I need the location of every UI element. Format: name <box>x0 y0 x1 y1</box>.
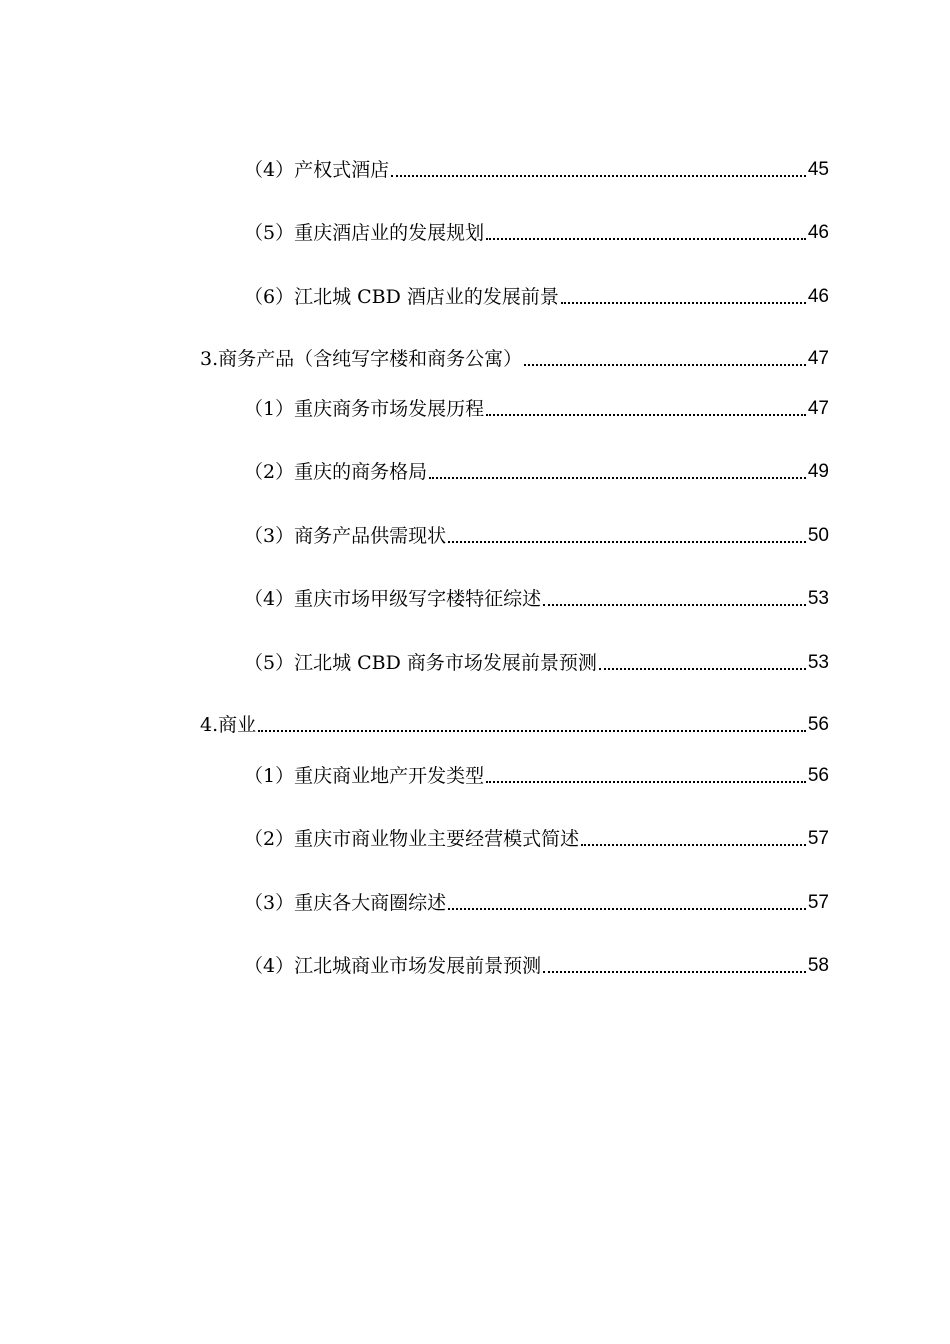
toc-entry-label: （4）江北城商业市场发展前景预测 <box>244 955 542 977</box>
toc-entry[interactable] <box>244 456 829 484</box>
dot-leader <box>391 175 806 177</box>
toc-entry-label: （3）重庆各大商圈综述 <box>244 892 447 914</box>
toc-entry-page: 49 <box>807 461 829 482</box>
dot-leader <box>561 302 806 304</box>
toc-entry-label: （2）重庆市商业物业主要经营模式简述 <box>244 828 580 850</box>
toc-entry[interactable] <box>244 950 829 978</box>
dot-leader <box>524 364 806 366</box>
dot-leader <box>448 541 806 543</box>
toc-entry[interactable] <box>244 520 829 548</box>
toc-entry-page: 57 <box>807 892 829 913</box>
dot-leader <box>486 781 806 783</box>
dot-leader <box>258 730 806 732</box>
dot-leader <box>448 908 806 910</box>
toc-entry[interactable] <box>244 154 829 182</box>
toc-entry-label: （1）重庆商务市场发展历程 <box>244 398 485 420</box>
toc-entry-page: 56 <box>807 765 829 786</box>
toc-entry-page: 47 <box>807 398 829 419</box>
toc-entry-label: （6）江北城 CBD 酒店业的发展前景 <box>244 286 559 308</box>
toc-entry-label: 4.商业 <box>200 714 257 736</box>
toc-entry-label: （1）重庆商业地产开发类型 <box>244 765 485 787</box>
toc-entry-page: 57 <box>807 828 829 849</box>
dot-leader <box>486 414 806 416</box>
dot-leader <box>543 604 806 606</box>
toc-entry[interactable] <box>244 583 829 611</box>
toc-entry-label: （5）江北城 CBD 商务市场发展前景预测 <box>244 652 597 674</box>
toc-entry-label: （4）产权式酒店 <box>244 159 390 181</box>
dot-leader <box>543 971 806 973</box>
toc-entry-page: 47 <box>807 348 829 369</box>
toc-entry[interactable] <box>244 393 829 421</box>
toc-entry-page: 58 <box>807 955 829 976</box>
dot-leader <box>486 238 806 240</box>
dot-leader <box>599 668 806 670</box>
toc-entry[interactable] <box>244 887 829 915</box>
toc-entry-section[interactable] <box>200 709 829 737</box>
dot-leader <box>581 844 806 846</box>
toc-entry-label: （3）商务产品供需现状 <box>244 525 447 547</box>
toc-entry[interactable] <box>244 281 829 309</box>
toc-entry-label: （4）重庆市场甲级写字楼特征综述 <box>244 588 542 610</box>
toc-entry-label: （2）重庆的商务格局 <box>244 461 428 483</box>
toc-entry-label: 3.商务产品（含纯写字楼和商务公寓） <box>200 348 523 370</box>
dot-leader <box>429 477 806 479</box>
toc-entry[interactable] <box>244 217 829 245</box>
toc-entry-page: 56 <box>807 714 829 735</box>
toc-entry-page: 46 <box>807 286 829 307</box>
toc-entry-page: 50 <box>807 525 829 546</box>
toc-entry-label: （5）重庆酒店业的发展规划 <box>244 222 485 244</box>
toc-entry[interactable] <box>244 760 829 788</box>
toc-entry-page: 53 <box>807 652 829 673</box>
toc-entry-page: 46 <box>807 222 829 243</box>
toc-entry-section[interactable] <box>200 343 829 371</box>
toc-entry-page: 53 <box>807 588 829 609</box>
toc-entry[interactable] <box>244 647 829 675</box>
toc-entry-page: 45 <box>807 159 829 180</box>
toc-entry[interactable] <box>244 823 829 851</box>
